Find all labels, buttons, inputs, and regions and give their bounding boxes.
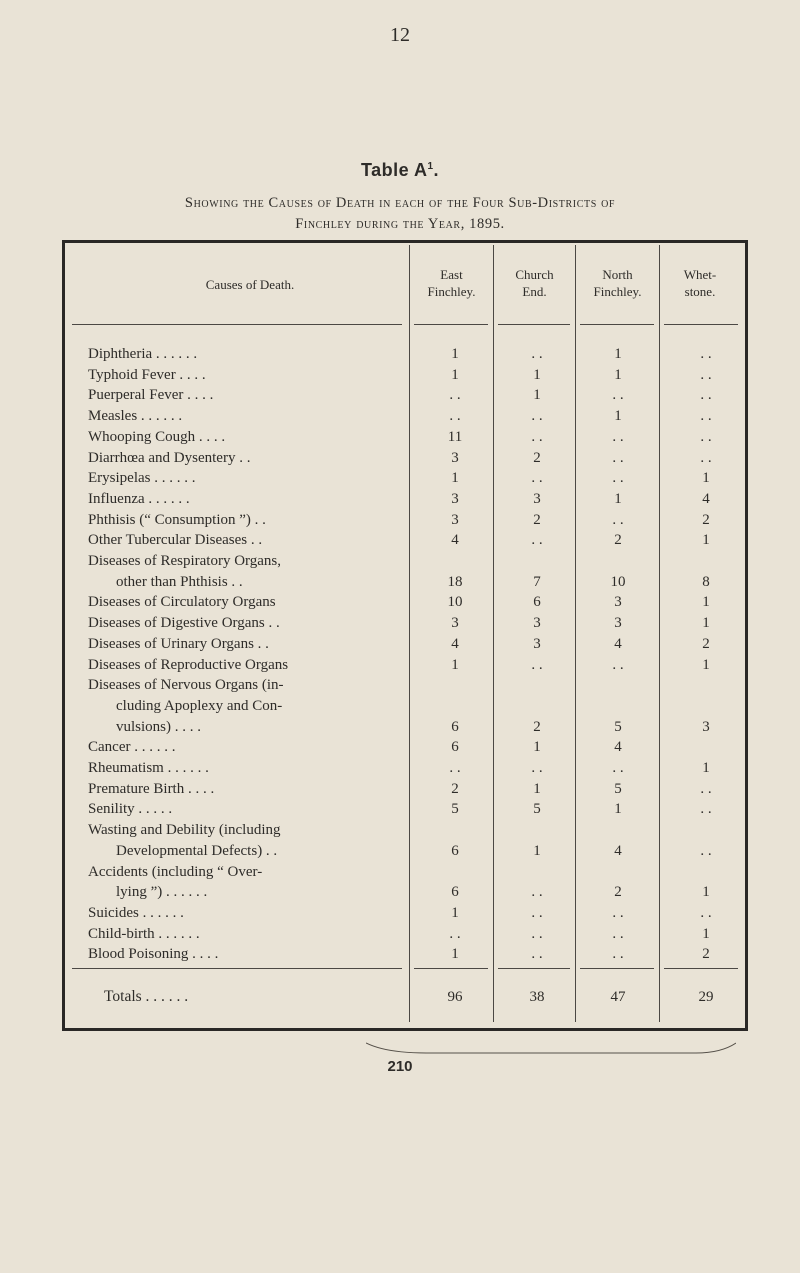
cause-cell: Suicides . . . . . . (88, 904, 184, 921)
whetstone-cell: 1 (702, 470, 710, 487)
cause-cell: Developmental Defects) . . (116, 842, 278, 859)
east-finchley-cell: 6 (451, 842, 459, 859)
church-end-cell: . . (531, 346, 543, 362)
east-finchley-cell: 4 (451, 532, 459, 549)
cause-cell: Puerperal Fever . . . . (88, 387, 214, 404)
table-row (0, 841, 800, 861)
church-end-cell: 3 (533, 615, 541, 632)
east-finchley-cell: 1 (451, 946, 459, 963)
table-row (0, 427, 800, 447)
table-row (0, 406, 800, 426)
north-finchley-cell: . . (612, 449, 624, 466)
north-finchley-cell: . . (612, 656, 624, 673)
cause-cell: Influenza . . . . . . (88, 490, 190, 507)
whetstone-cell: 1 (702, 925, 710, 942)
whetstone-cell: . . (700, 387, 712, 404)
north-finchley-cell: . . (612, 428, 624, 445)
cause-cell: Typhoid Fever . . . . (88, 366, 206, 383)
header-church-line1: Church (515, 267, 554, 282)
church-end-cell: 1 (533, 780, 541, 797)
whetstone-cell: . . (700, 449, 712, 466)
church-end-cell: 6 (533, 594, 541, 611)
cause-cell: Child-birth . . . . . . (88, 925, 200, 942)
east-finchley-cell: . . (449, 760, 461, 776)
table-row (0, 696, 800, 716)
header-east-line1: East (440, 267, 463, 282)
east-finchley-cell: 6 (451, 884, 459, 901)
cause-cell: Accidents (including “ Over- (88, 863, 263, 880)
whetstone-cell: 3 (702, 718, 710, 735)
whetstone-cell: 2 (702, 635, 710, 652)
subtitle-line-1: Showing the Causes of Death in each of the Four Sub-Districts of (184, 195, 616, 211)
north-finchley-cell: 4 (614, 635, 622, 652)
header-whet-line2: stone. (684, 284, 716, 299)
church-end-cell: 7 (533, 573, 541, 590)
table-row (0, 510, 800, 530)
cause-cell: Erysipelas . . . . . . (88, 470, 196, 487)
cause-cell: Diseases of Respiratory Organs, (88, 553, 282, 569)
church-end-cell: 1 (533, 739, 541, 756)
east-finchley-cell: 3 (451, 449, 459, 466)
header-rule (414, 324, 488, 325)
table-row (0, 530, 800, 550)
cause-cell: Diseases of Nervous Organs (in- (88, 677, 284, 694)
church-end-cell: . . (531, 946, 543, 963)
east-finchley-cell: 3 (451, 490, 459, 507)
subtitle-line-2: Finchley during the Year, 1895. (295, 216, 505, 232)
table-row (0, 737, 800, 757)
table-row (0, 862, 800, 882)
whetstone-cell: 8 (702, 573, 710, 590)
header-rule (72, 324, 402, 325)
totals-east-finchley: 96 (447, 989, 463, 1005)
east-finchley-cell: 18 (447, 573, 463, 590)
church-end-cell: . . (531, 925, 543, 942)
east-finchley-cell: 1 (451, 656, 459, 673)
cause-cell: Diphtheria . . . . . . (88, 346, 198, 362)
cause-cell: Rheumatism . . . . . . (88, 760, 209, 776)
whetstone-cell: . . (700, 346, 712, 362)
north-finchley-cell: 5 (614, 780, 622, 797)
north-finchley-cell: . . (612, 511, 624, 528)
whetstone-cell: 1 (702, 656, 710, 673)
north-finchley-cell: . . (612, 387, 624, 404)
church-end-cell: 1 (533, 366, 541, 383)
cause-cell: vulsions) . . . . (116, 718, 202, 735)
header-north-line2: Finchley. (593, 284, 642, 299)
north-finchley-cell: 1 (614, 801, 622, 818)
north-finchley-cell: 4 (614, 739, 622, 756)
cause-cell: Senility . . . . . (88, 801, 173, 818)
table-row (0, 344, 800, 364)
table-row (0, 655, 800, 675)
table-title-superscript: 1 (427, 161, 434, 172)
cause-cell: Measles . . . . . . (88, 408, 183, 425)
east-finchley-cell: 1 (451, 346, 459, 362)
header-north-finchley (576, 266, 659, 300)
totals-north-finchley: 47 (610, 989, 626, 1005)
north-finchley-cell: 4 (614, 842, 622, 859)
table-row (0, 799, 800, 819)
north-finchley-cell: . . (612, 946, 624, 963)
table-row (0, 903, 800, 923)
cause-cell: Diarrhœa and Dysentery . . (88, 449, 251, 466)
north-finchley-cell: . . (612, 760, 624, 776)
table-row (0, 551, 800, 571)
cause-cell: Cancer . . . . . . (88, 739, 176, 756)
header-rule (664, 324, 738, 325)
cause-cell: cluding Apoplexy and Con- (116, 697, 283, 714)
table-row (0, 675, 800, 695)
table-row (0, 613, 800, 633)
church-end-cell: 1 (533, 387, 541, 404)
north-finchley-cell: 10 (610, 573, 626, 590)
table-row (0, 448, 800, 468)
church-end-cell: . . (531, 760, 543, 776)
page-number: 12 (390, 24, 410, 46)
whetstone-cell: 1 (702, 532, 710, 549)
whetstone-cell: 2 (702, 511, 710, 528)
cause-cell: Diseases of Urinary Organs . . (88, 635, 269, 652)
church-end-cell: . . (531, 408, 543, 425)
east-finchley-cell: 1 (451, 470, 459, 487)
north-finchley-cell: 2 (614, 532, 622, 549)
whetstone-cell: . . (700, 904, 712, 921)
cause-cell: other than Phthisis . . (116, 573, 243, 590)
north-finchley-cell: 3 (614, 594, 622, 611)
north-finchley-cell: 2 (614, 884, 622, 901)
whetstone-cell: . . (700, 842, 712, 859)
cause-cell: Phthisis (“ Consumption ”) . . (88, 511, 266, 528)
table-title-text: Table A (360, 160, 428, 180)
header-east-line2: Finchley. (427, 284, 476, 299)
east-finchley-cell: . . (449, 387, 461, 404)
header-church-end (494, 266, 575, 300)
cause-cell: Diseases of Reproductive Organs (88, 656, 289, 673)
header-causes: Causes of Death. (205, 277, 295, 292)
whetstone-cell: 1 (702, 884, 710, 901)
church-end-cell: 5 (533, 801, 541, 818)
whetstone-cell: 1 (702, 594, 710, 611)
north-finchley-cell: 1 (614, 408, 622, 425)
table-row (0, 572, 800, 592)
header-rule (580, 324, 654, 325)
north-finchley-cell: . . (612, 925, 624, 942)
church-end-cell: 3 (533, 635, 541, 652)
header-church-line2: End. (522, 284, 547, 299)
table-row (0, 924, 800, 944)
table-row (0, 385, 800, 405)
church-end-cell: 2 (533, 718, 541, 735)
table-row (0, 489, 800, 509)
totals-row (0, 987, 800, 1007)
whetstone-cell: 4 (702, 490, 710, 507)
church-end-cell: . . (531, 884, 543, 901)
east-finchley-cell: 2 (451, 780, 459, 797)
table-row (0, 592, 800, 612)
totals-rule (580, 968, 654, 969)
church-end-cell: . . (531, 428, 543, 445)
whetstone-cell: . . (700, 408, 712, 425)
whetstone-cell: . . (700, 801, 712, 818)
cause-cell: lying ”) . . . . . . (116, 884, 208, 901)
north-finchley-cell: 1 (614, 366, 622, 383)
table-row (0, 717, 800, 737)
table-row (0, 468, 800, 488)
east-finchley-cell: . . (449, 925, 461, 942)
church-end-cell: . . (531, 904, 543, 921)
whetstone-cell: 1 (702, 615, 710, 632)
east-finchley-cell: 1 (451, 366, 459, 383)
east-finchley-cell: 4 (451, 635, 459, 652)
whetstone-cell: . . (700, 428, 712, 445)
totals-church-end: 38 (529, 989, 545, 1005)
north-finchley-cell: 5 (614, 718, 622, 735)
whetstone-cell: 1 (702, 760, 710, 776)
north-finchley-cell: 3 (614, 615, 622, 632)
east-finchley-cell: 1 (451, 904, 459, 921)
church-end-cell: 3 (533, 490, 541, 507)
cause-cell: Wasting and Debility (including (88, 822, 281, 839)
header-whet-line1: Whet- (683, 267, 717, 282)
table-row (0, 944, 800, 964)
whetstone-cell: 2 (702, 946, 710, 963)
north-finchley-cell: 1 (614, 346, 622, 362)
totals-rule (664, 968, 738, 969)
table-row (0, 779, 800, 799)
whetstone-cell: . . (700, 780, 712, 797)
table-row (0, 882, 800, 902)
table-row (0, 634, 800, 654)
table-row (0, 758, 800, 778)
header-east-finchley (410, 266, 493, 300)
totals-label: Totals . . . . . . (104, 988, 189, 1005)
table-row (0, 365, 800, 385)
east-finchley-cell: 10 (447, 594, 463, 611)
north-finchley-cell: . . (612, 470, 624, 487)
east-finchley-cell: 3 (451, 615, 459, 632)
totals-rule (72, 968, 402, 969)
cause-cell: Blood Poisoning . . . . (88, 946, 219, 963)
table-row (0, 820, 800, 840)
cause-cell: Whooping Cough . . . . (88, 428, 226, 445)
church-end-cell: 1 (533, 842, 541, 859)
north-finchley-cell: 1 (614, 490, 622, 507)
east-finchley-cell: . . (449, 408, 461, 425)
church-end-cell: . . (531, 532, 543, 549)
east-finchley-cell: 3 (451, 511, 459, 528)
footer-number: 210 (387, 1058, 413, 1075)
east-finchley-cell: 6 (451, 739, 459, 756)
church-end-cell: . . (531, 656, 543, 673)
whetstone-cell: . . (700, 366, 712, 383)
header-north-line1: North (602, 267, 633, 282)
table-title-period: . (433, 160, 440, 180)
totals-whetstone: 29 (698, 989, 714, 1005)
totals-rule (414, 968, 488, 969)
north-finchley-cell: . . (612, 904, 624, 921)
cause-cell: Diseases of Digestive Organs . . (88, 615, 280, 632)
east-finchley-cell: 6 (451, 718, 459, 735)
cause-cell: Diseases of Circulatory Organs (88, 594, 276, 611)
totals-rule (498, 968, 570, 969)
header-whetstone (660, 266, 740, 300)
east-finchley-cell: 11 (447, 428, 463, 445)
table-subtitle (40, 193, 760, 235)
church-end-cell: 2 (533, 511, 541, 528)
cause-cell: Other Tubercular Diseases . . (88, 532, 263, 549)
east-finchley-cell: 5 (451, 801, 459, 818)
cause-cell: Premature Birth . . . . (88, 780, 215, 797)
footer-brace (366, 1041, 736, 1055)
church-end-cell: . . (531, 470, 543, 487)
table-title (0, 160, 800, 181)
header-rule (498, 324, 570, 325)
church-end-cell: 2 (533, 449, 541, 466)
